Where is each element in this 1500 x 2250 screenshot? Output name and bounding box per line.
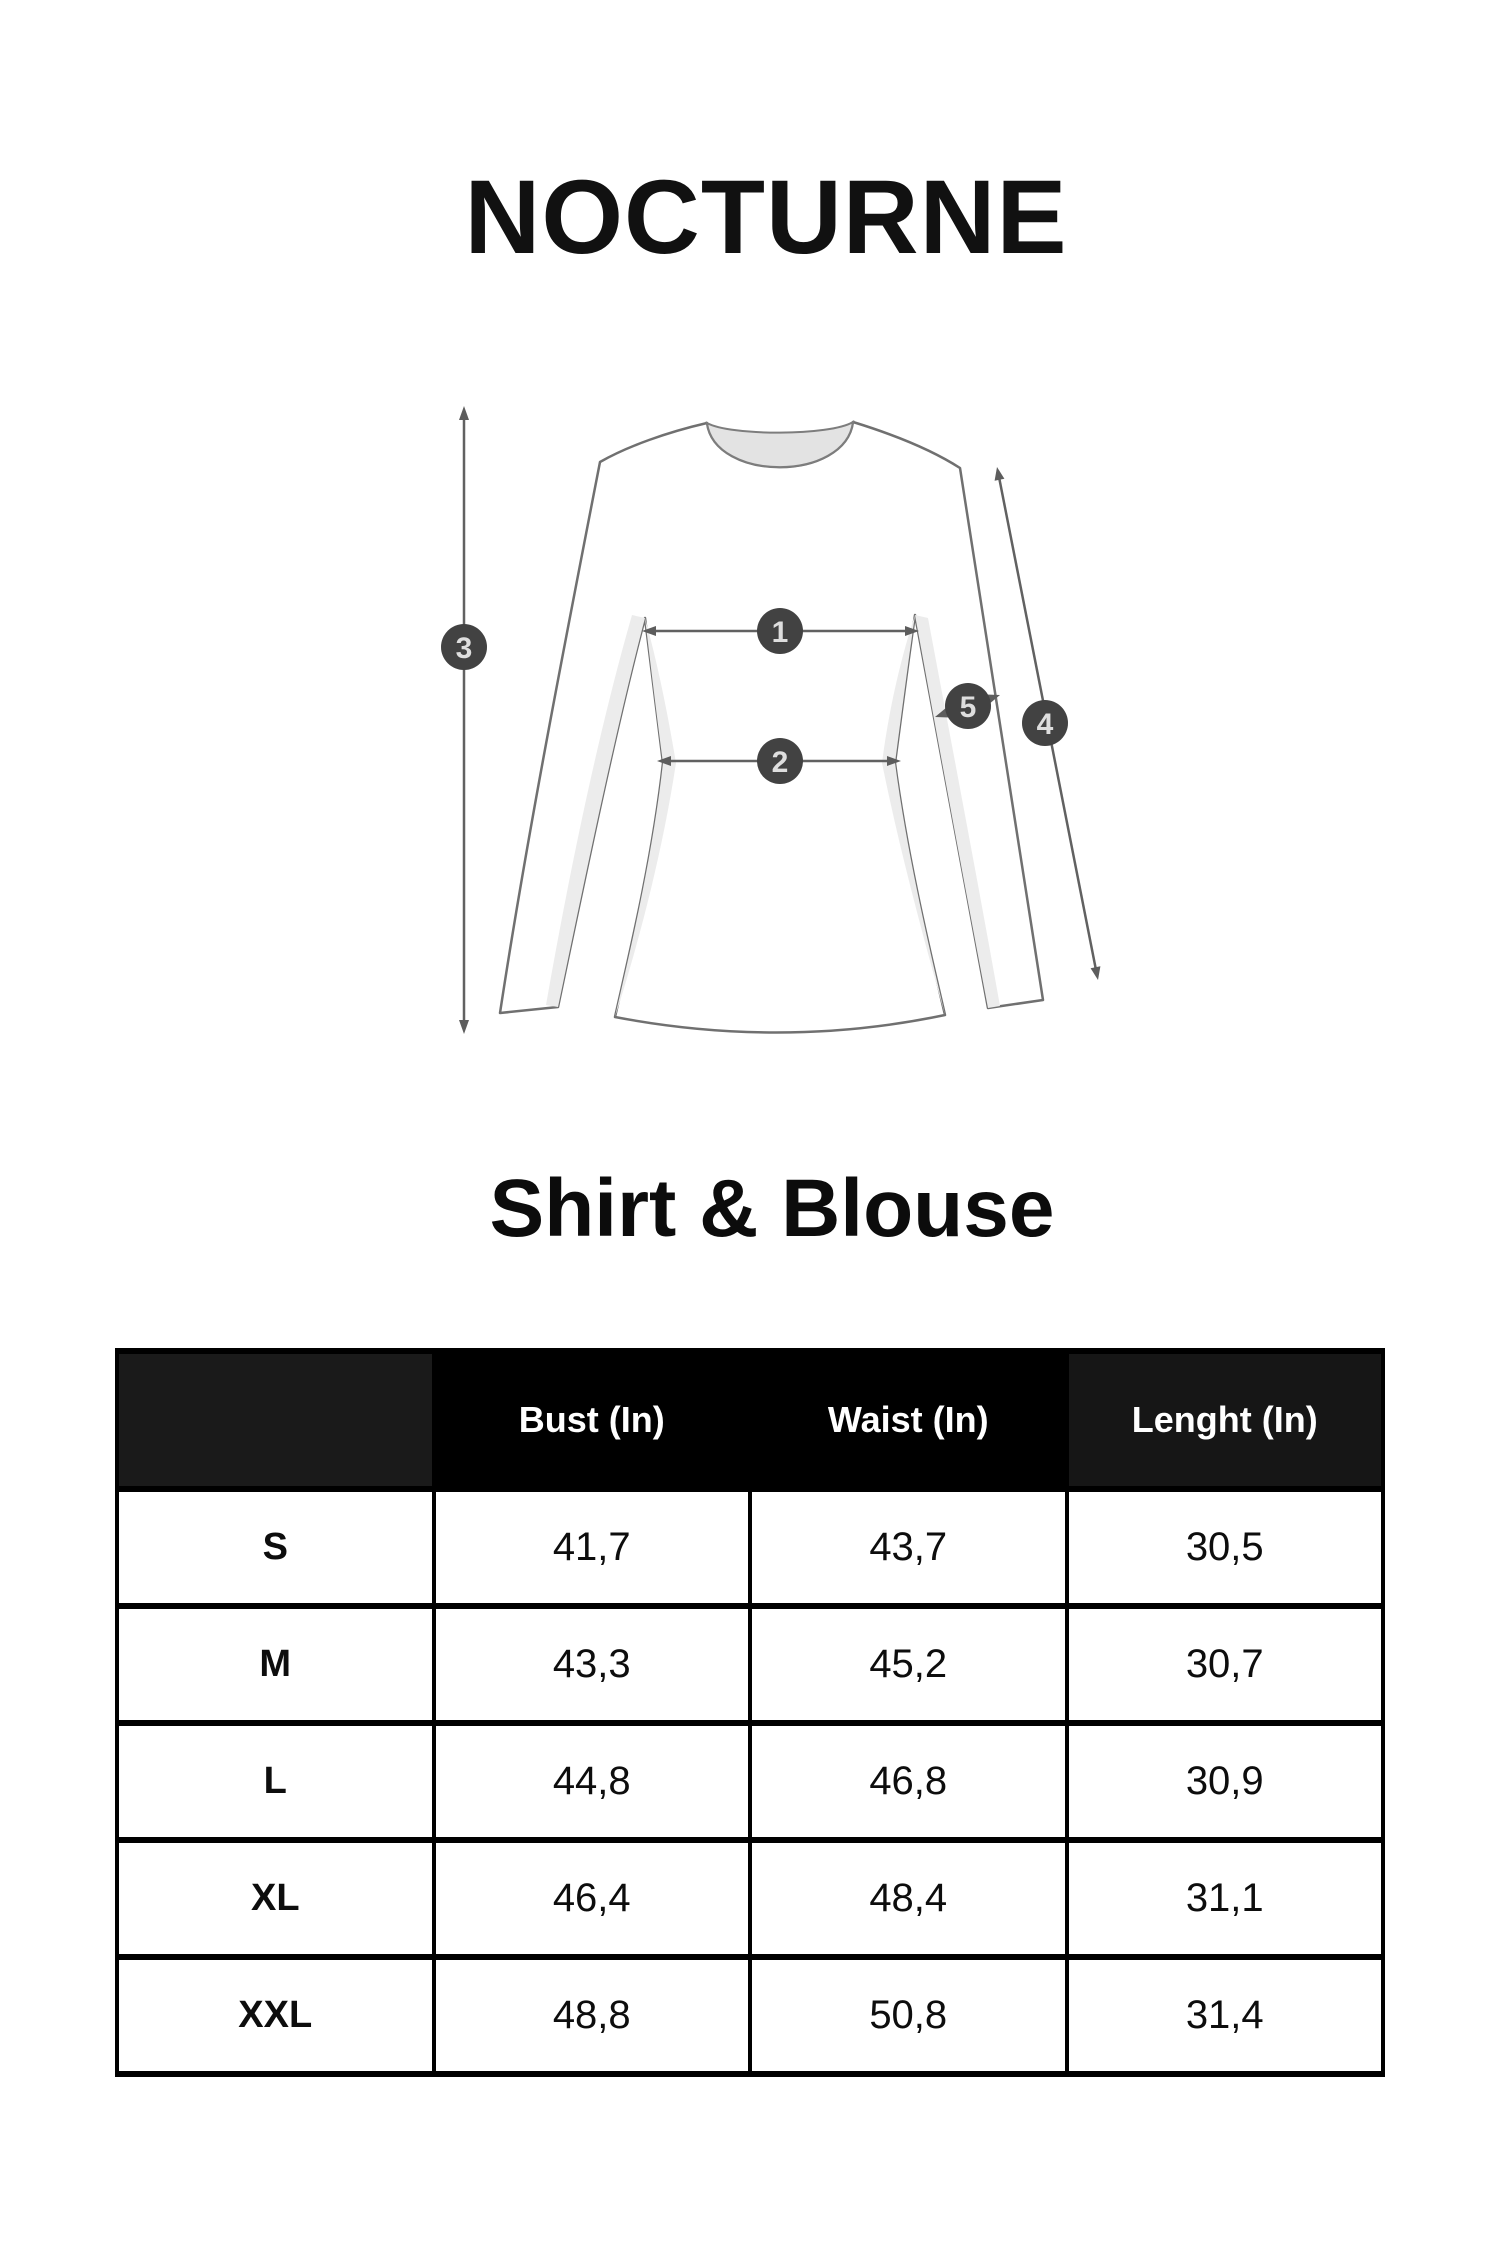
length-value: 31,1 bbox=[1067, 1840, 1384, 1957]
badge-2-label: 2 bbox=[771, 746, 789, 779]
table-row-xxl bbox=[117, 1957, 1383, 2074]
size-label: XL bbox=[117, 1840, 434, 1957]
size-column-header bbox=[117, 1351, 434, 1489]
waist-value: 46,8 bbox=[750, 1723, 1067, 1840]
waist-value: 48,4 bbox=[750, 1840, 1067, 1957]
product-title: Shirt & Blouse bbox=[489, 1163, 1055, 1254]
measure-arrow-3 bbox=[459, 406, 469, 1034]
size-label: L bbox=[117, 1723, 434, 1840]
waist-value: 43,7 bbox=[750, 1489, 1067, 1606]
table-row-xl bbox=[117, 1840, 1383, 1957]
length-value: 31,4 bbox=[1067, 1957, 1384, 2074]
badge-3-label: 3 bbox=[455, 632, 473, 665]
table-row-l bbox=[117, 1723, 1383, 1840]
measure-badge-5 bbox=[945, 683, 991, 729]
bust-value: 44,8 bbox=[434, 1723, 751, 1840]
waist-value: 50,8 bbox=[750, 1957, 1067, 2074]
length-value: 30,5 bbox=[1067, 1489, 1384, 1606]
length-value: 30,7 bbox=[1067, 1606, 1384, 1723]
brand-title: NOCTURNE bbox=[464, 159, 1068, 276]
table-row-m bbox=[117, 1606, 1383, 1723]
length-value: 30,9 bbox=[1067, 1723, 1384, 1840]
badge-4-label: 4 bbox=[1036, 708, 1054, 741]
measure-badge-4 bbox=[1022, 700, 1068, 746]
measure-badge-3 bbox=[441, 624, 487, 670]
table-row-s bbox=[117, 1489, 1383, 1606]
size-label: M bbox=[117, 1606, 434, 1723]
bust-value: 43,3 bbox=[434, 1606, 751, 1723]
size-label: S bbox=[117, 1489, 434, 1606]
badge-1-label: 1 bbox=[771, 616, 789, 649]
size-label: XXL bbox=[117, 1957, 434, 2074]
length-column-header: Lenght (In) bbox=[1067, 1351, 1384, 1489]
size-table bbox=[115, 1348, 1385, 2077]
waist-column-header: Waist (In) bbox=[750, 1351, 1067, 1489]
bust-value: 48,8 bbox=[434, 1957, 751, 2074]
waist-value: 45,2 bbox=[750, 1606, 1067, 1723]
bust-column-header: Bust (In) bbox=[434, 1351, 751, 1489]
badge-5-label: 5 bbox=[959, 691, 977, 724]
bust-value: 46,4 bbox=[434, 1840, 751, 1957]
shirt-measurement-diagram bbox=[400, 390, 1160, 1050]
table-header-row bbox=[117, 1351, 1383, 1489]
measure-badge-2 bbox=[757, 738, 803, 784]
bust-value: 41,7 bbox=[434, 1489, 751, 1606]
measure-badge-1 bbox=[757, 608, 803, 654]
